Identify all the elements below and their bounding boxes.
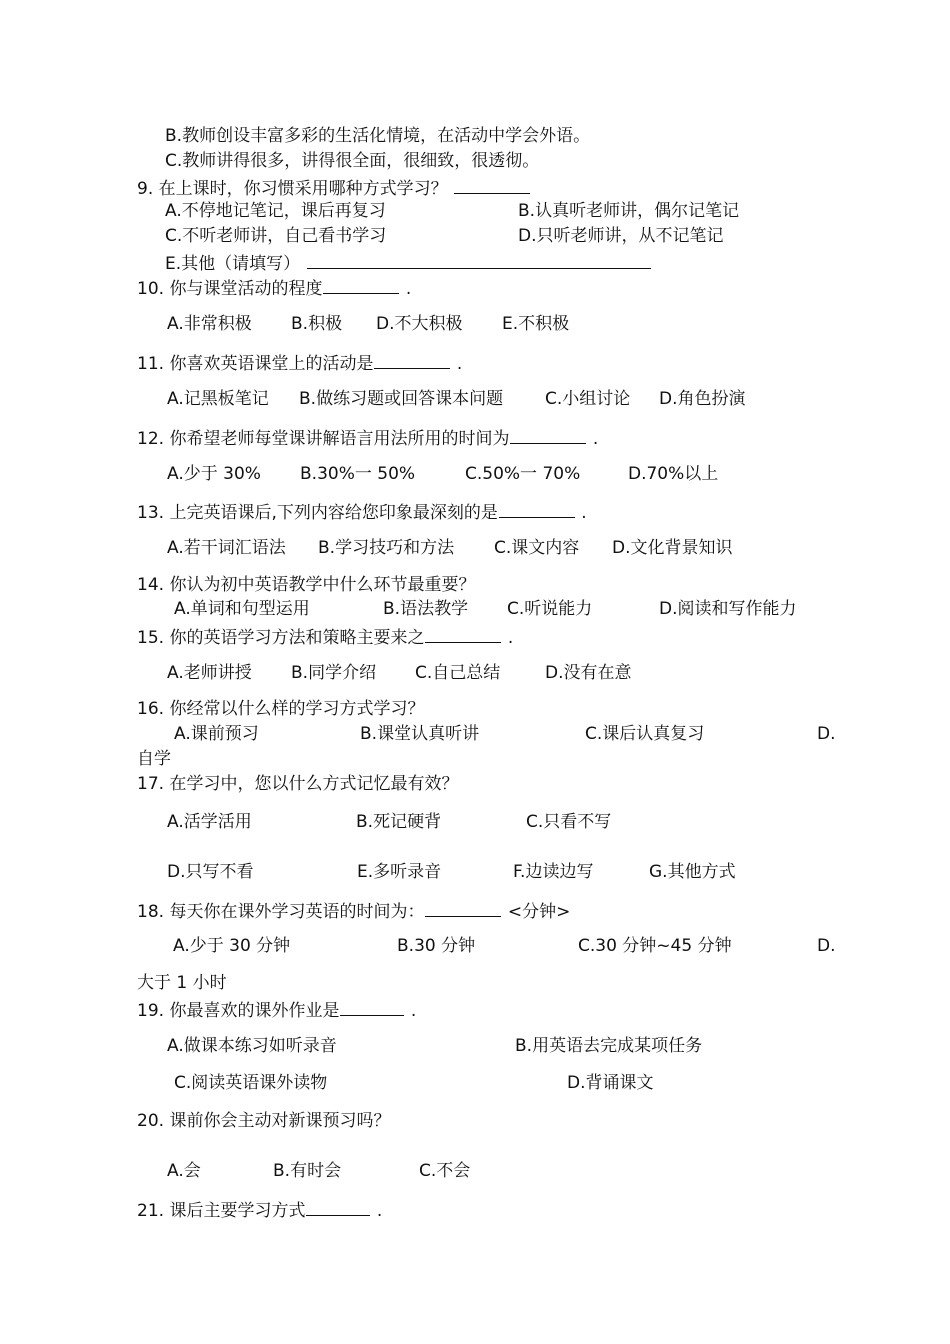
q18-option-d-continued: 大于 1 小时 bbox=[137, 973, 227, 993]
q9-option-e: E.其他（请填写） bbox=[165, 253, 652, 273]
q14-option-c: C.听说能力 bbox=[507, 599, 593, 619]
q20-option-b: B.有时会 bbox=[273, 1161, 342, 1181]
q12-option-c: C.50%一 70% bbox=[465, 464, 581, 484]
question-13-stem: 13. 上完英语课后,下列内容给您印象最深刻的是 . bbox=[137, 503, 587, 523]
q10-option-a: A.非常积极 bbox=[167, 314, 252, 334]
q17-option-g: G.其他方式 bbox=[649, 862, 736, 882]
answer-blank[interactable] bbox=[323, 278, 399, 294]
q11-option-a: A.记黑板笔记 bbox=[167, 389, 269, 409]
question-19-stem: 19. 你最喜欢的课外作业是 . bbox=[137, 1001, 417, 1021]
q9-option-c: C.不听老师讲，自己看书学习 bbox=[165, 226, 387, 246]
answer-blank[interactable] bbox=[340, 1000, 404, 1016]
answer-blank[interactable] bbox=[425, 627, 501, 643]
q15-option-a: A.老师讲授 bbox=[167, 663, 252, 683]
q9-option-a: A.不停地记笔记，课后再复习 bbox=[165, 201, 386, 221]
q17-option-b: B.死记硬背 bbox=[356, 812, 442, 832]
q19-option-c: C.阅读英语课外读物 bbox=[174, 1073, 328, 1093]
q20-option-a: A.会 bbox=[167, 1161, 201, 1181]
q18-option-c: C.30 分钟~45 分钟 bbox=[578, 936, 732, 956]
q13-option-b: B.学习技巧和方法 bbox=[318, 538, 455, 558]
q14-option-a: A.单词和句型运用 bbox=[174, 599, 310, 619]
q19-option-b: B.用英语去完成某项任务 bbox=[515, 1036, 703, 1056]
q16-option-a: A.课前预习 bbox=[174, 724, 259, 744]
q12-option-a: A.少于 30% bbox=[167, 464, 261, 484]
q9-option-d: D.只听老师讲，从不记笔记 bbox=[518, 226, 724, 246]
answer-blank[interactable] bbox=[510, 428, 586, 444]
question-16-stem: 16. 你经常以什么样的学习方式学习？ bbox=[137, 699, 425, 719]
fill-in-blank[interactable] bbox=[307, 253, 651, 269]
q15-option-d: D.没有在意 bbox=[545, 663, 632, 683]
q10-option-b: B.积极 bbox=[291, 314, 343, 334]
question-14-stem: 14. 你认为初中英语教学中什么环节最重要？ bbox=[137, 575, 476, 595]
q11-option-b: B.做练习题或回答课本问题 bbox=[299, 389, 504, 409]
q15-option-b: B.同学介绍 bbox=[291, 663, 377, 683]
answer-blank[interactable] bbox=[425, 901, 501, 917]
question-21-stem: 21. 课后主要学习方式 . bbox=[137, 1201, 383, 1221]
q20-option-c: C.不会 bbox=[419, 1161, 471, 1181]
q18-option-a: A.少于 30 分钟 bbox=[173, 936, 291, 956]
answer-blank[interactable] bbox=[306, 1200, 370, 1216]
q17-option-f: F.边读边写 bbox=[513, 862, 594, 882]
q14-option-b: B.语法教学 bbox=[383, 599, 469, 619]
prev-option-c: C.教师讲得很多，讲得很全面，很细致，很透彻。 bbox=[165, 151, 540, 171]
q17-option-e: E.多听录音 bbox=[357, 862, 442, 882]
question-9-stem: 9. 在上课时，你习惯采用哪种方式学习？ bbox=[137, 178, 531, 198]
question-18-stem: 18. 每天你在课外学习英语的时间为： <分钟> bbox=[137, 902, 571, 922]
question-20-stem: 20. 课前你会主动对新课预习吗？ bbox=[137, 1111, 391, 1131]
question-11-stem: 11. 你喜欢英语课堂上的活动是 . bbox=[137, 354, 463, 374]
q17-option-d: D.只写不看 bbox=[167, 862, 254, 882]
question-10-stem: 10. 你与课堂活动的程度 . bbox=[137, 279, 412, 299]
q9-option-b: B.认真听老师讲，偶尔记笔记 bbox=[518, 201, 740, 221]
q13-option-d: D.文化背景知识 bbox=[612, 538, 733, 558]
q18-option-b: B.30 分钟 bbox=[397, 936, 476, 956]
answer-blank[interactable] bbox=[499, 502, 575, 518]
q17-option-a: A.活学活用 bbox=[167, 812, 252, 832]
question-12-stem: 12. 你希望老师每堂课讲解语言用法所用的时间为 . bbox=[137, 429, 599, 449]
answer-blank[interactable] bbox=[454, 178, 530, 194]
q15-option-c: C.自己总结 bbox=[415, 663, 501, 683]
q10-option-d: E.不积极 bbox=[502, 314, 570, 334]
q19-option-a: A.做课本练习如听录音 bbox=[167, 1036, 337, 1056]
q14-option-d: D.阅读和写作能力 bbox=[659, 599, 797, 619]
q10-option-c: D.不大积极 bbox=[376, 314, 463, 334]
answer-blank[interactable] bbox=[374, 353, 450, 369]
q16-option-b: B.课堂认真听讲 bbox=[360, 724, 480, 744]
q16-option-d: D. bbox=[817, 724, 836, 744]
q16-option-d-continued: 自学 bbox=[137, 749, 171, 769]
q16-option-c: C.课后认真复习 bbox=[585, 724, 705, 744]
q17-option-c: C.只看不写 bbox=[526, 812, 612, 832]
q11-option-c: C.小组讨论 bbox=[545, 389, 631, 409]
q11-option-d: D.角色扮演 bbox=[659, 389, 746, 409]
q13-option-a: A.若干词汇语法 bbox=[167, 538, 286, 558]
prev-option-b: B.教师创设丰富多彩的生活化情境，在活动中学会外语。 bbox=[165, 126, 591, 146]
q13-option-c: C.课文内容 bbox=[494, 538, 580, 558]
q12-option-d: D.70%以上 bbox=[628, 464, 719, 484]
question-17-stem: 17. 在学习中，您以什么方式记忆最有效？ bbox=[137, 774, 459, 794]
q19-option-d: D.背诵课文 bbox=[567, 1073, 654, 1093]
q18-option-d: D. bbox=[817, 936, 836, 956]
question-15-stem: 15. 你的英语学习方法和策略主要来之 . bbox=[137, 628, 514, 648]
q12-option-b: B.30%一 50% bbox=[300, 464, 416, 484]
